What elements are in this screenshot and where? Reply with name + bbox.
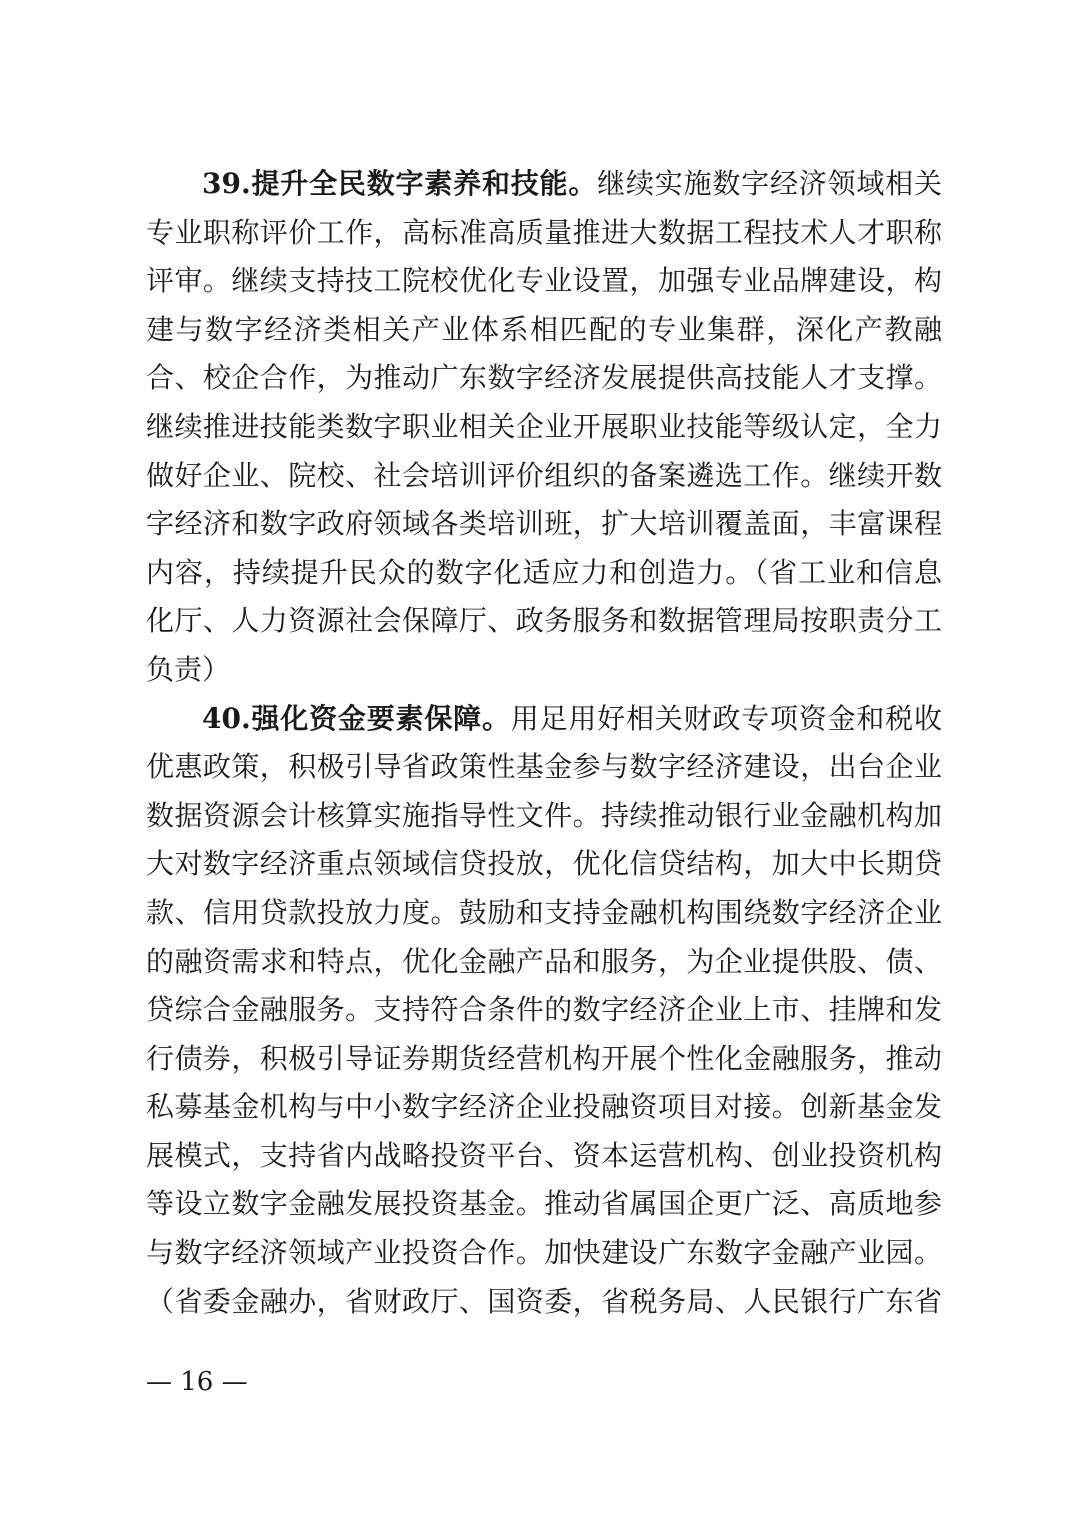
paragraph-line: （省委金融办，省财政厅、国资委，省税务局、人民银行广东省 — [146, 1284, 942, 1318]
paragraph-line: 展模式，支持省内战略投资平台、资本运营机构、创业投资机构 — [146, 1138, 942, 1172]
paragraph-line: 化厅、人力资源社会保障厅、政务服务和数据管理局按职责分工 — [146, 604, 942, 638]
paragraph-line: 做好企业、院校、社会培训评价组织的备案遴选工作。继续开数 — [146, 458, 942, 492]
section-40-heading: 40.强化资金要素保障。 — [202, 701, 511, 735]
paragraph-line: 负责） — [146, 652, 231, 686]
paragraph-line: 私募基金机构与中小数字经济企业投融资项目对接。创新基金发 — [146, 1090, 942, 1124]
paragraph-line: 行债券，积极引导证券期货经营机构开展个性化金融服务，推动 — [146, 1041, 942, 1075]
paragraph-line: 大对数字经济重点领域信贷投放，优化信贷结构，加大中长期贷 — [146, 847, 942, 881]
paragraph-line: 数据资源会计核算实施指导性文件。持续推动银行业金融机构加 — [146, 798, 942, 832]
paragraph-line: 专业职称评价工作，高标准高质量推进大数据工程技术人才职称 — [146, 215, 942, 249]
paragraph-line: 的融资需求和特点，优化金融产品和服务，为企业提供股、债、 — [146, 944, 942, 978]
paragraph-line: 优惠政策，积极引导省政策性基金参与数字经济建设，出台企业 — [146, 750, 942, 784]
section-39-heading: 39.提升全民数字素养和技能。 — [202, 167, 598, 200]
section-40-first-line — [146, 695, 942, 744]
paragraph-line: 与数字经济领域产业投资合作。加快建设广东数字金融产业园。 — [146, 1236, 942, 1270]
paragraph-line: 等设立数字金融发展投资基金。推动省属国企更广泛、高质地参 — [146, 1187, 942, 1221]
page-number: — 16 — — [146, 1367, 248, 1397]
paragraph-line: 评审。继续支持技工院校优化专业设置，加强专业品牌建设，构 — [146, 264, 942, 298]
paragraph-line: 合、校企合作，为推动广东数字经济发展提供高技能人才支撑。 — [146, 361, 942, 395]
section-39-first-line — [146, 160, 942, 209]
paragraph-line: 用足用好相关财政专项资金和税收 — [510, 701, 942, 735]
paragraph-line: 款、信用贷款投放力度。鼓励和支持金融机构围绕数字经济企业 — [146, 895, 942, 929]
paragraph-line: 建与数字经济类相关产业体系相匹配的专业集群，深化产教融 — [146, 312, 942, 346]
paragraph-line: 内容，持续提升民众的数字化适应力和创造力。（省工业和信息 — [146, 555, 942, 589]
paragraph-line: 字经济和数字政府领域各类培训班，扩大培训覆盖面，丰富课程 — [146, 507, 942, 541]
paragraph-line: 贷综合金融服务。支持符合条件的数字经济企业上市、挂牌和发 — [146, 993, 942, 1027]
body-text — [146, 160, 942, 1326]
paragraph-line: 继续推进技能类数字职业相关企业开展职业技能等级认定，全力 — [146, 409, 942, 443]
paragraph-line: 继续实施数字经济领域相关 — [597, 167, 942, 200]
